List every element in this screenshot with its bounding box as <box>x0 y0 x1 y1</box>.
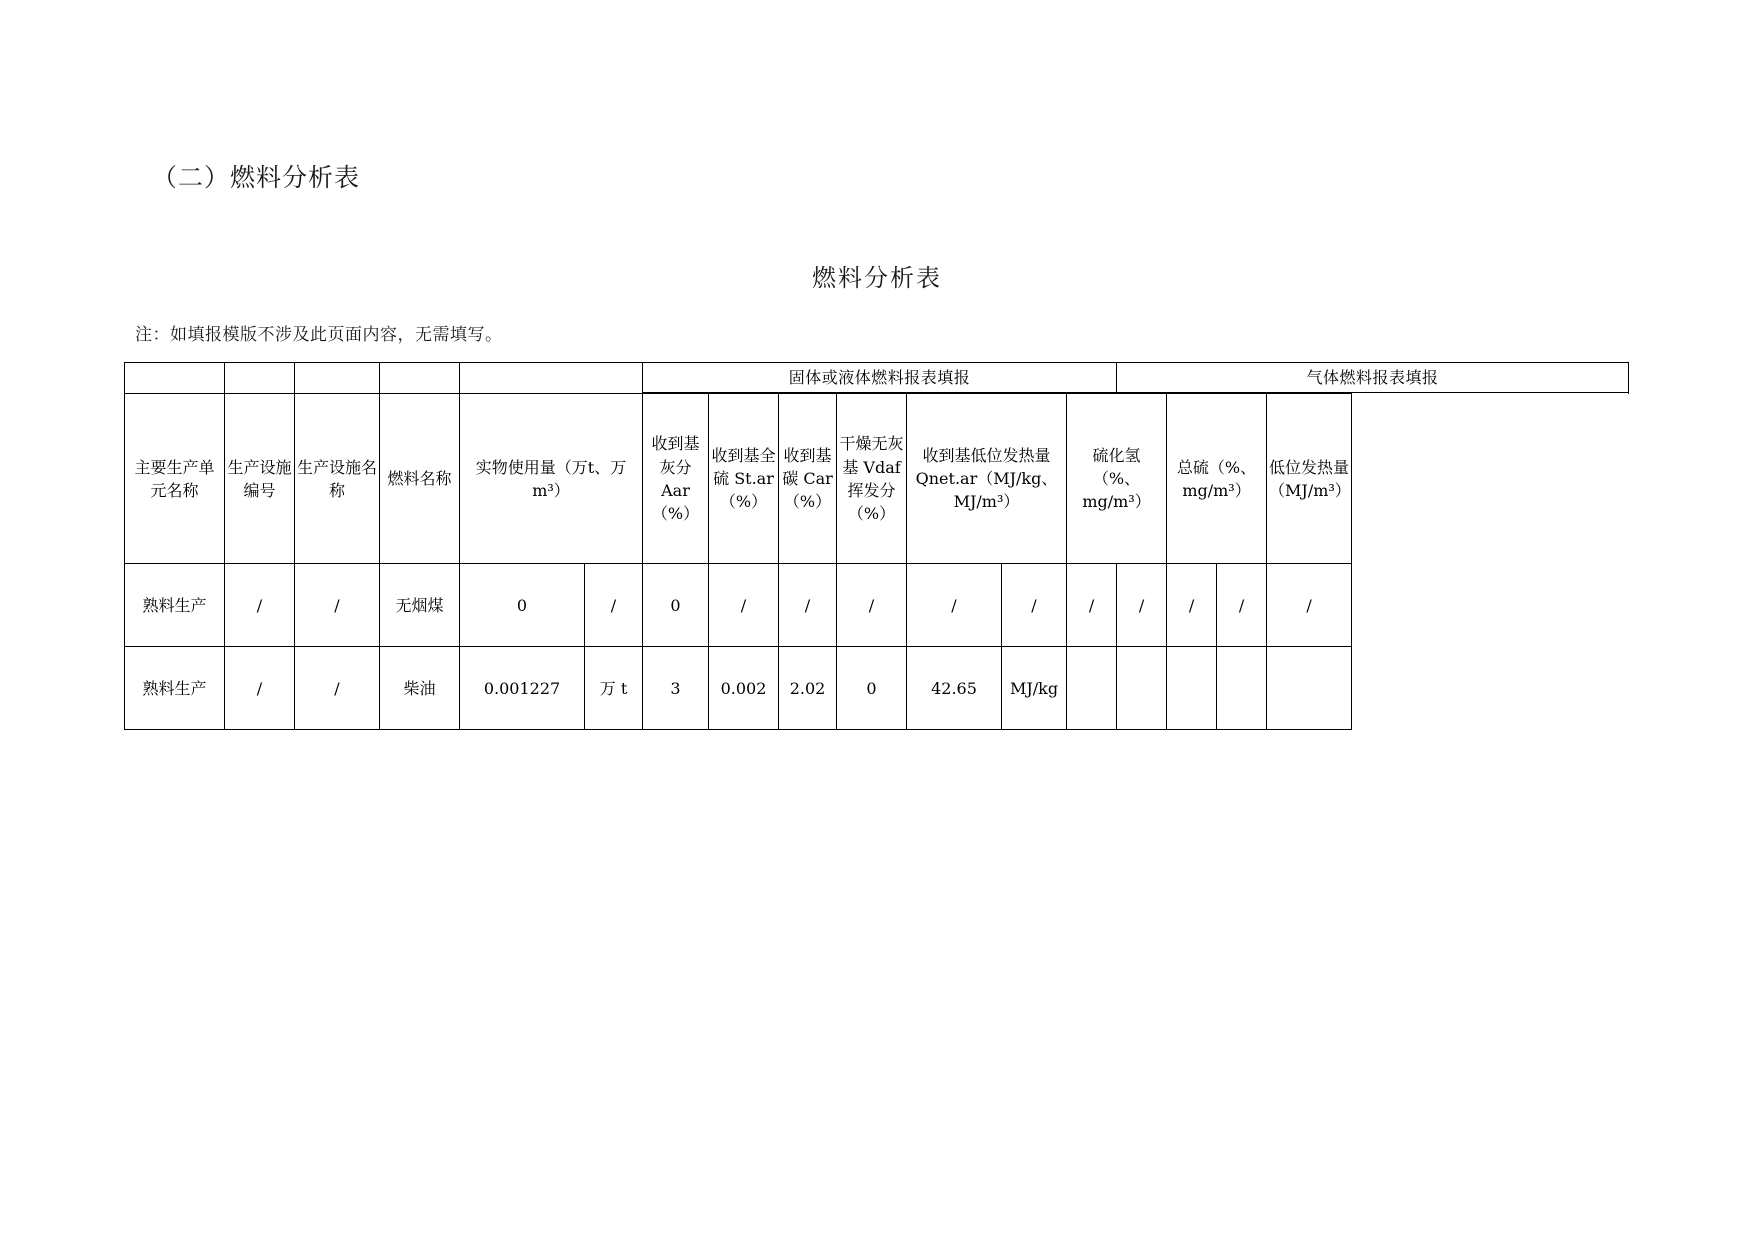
cell-total-sulfur-a: / <box>1167 564 1217 647</box>
table-group-header-row <box>125 363 1629 393</box>
cell-qnet-ar: 42.65 <box>907 647 1002 730</box>
cell-h2s-b: / <box>1117 564 1167 647</box>
section-heading: （二）燃料分析表 <box>152 163 361 192</box>
cell-qnet-ar: / <box>907 564 1002 647</box>
cell-carbon-ar: 2.02 <box>779 647 837 730</box>
cell-lhv: / <box>1267 564 1352 647</box>
cell-facility-code: / <box>225 564 295 647</box>
page-title: 燃料分析表 <box>812 264 942 292</box>
cell-qnet-ar-unit: / <box>1002 564 1067 647</box>
header-facility-code <box>225 363 295 394</box>
col-carbon-ar: 收到基碳 Car（%） <box>779 394 837 564</box>
group-header-solid-liquid: 固体或液体燃料报表填报 <box>643 363 1117 393</box>
cell-sulfur-ar: / <box>709 564 779 647</box>
col-actual-usage: 实物使用量（万t、万 m³） <box>460 394 643 564</box>
fuel-analysis-table <box>124 362 1629 730</box>
cell-lhv <box>1267 647 1352 730</box>
table-row <box>125 647 1629 730</box>
cell-unit-name: 熟料生产 <box>125 564 225 647</box>
col-volatile-daf: 干燥无灰基 Vdaf 挥发分（%） <box>837 394 907 564</box>
table-row <box>125 564 1629 647</box>
col-ash-ar: 收到基灰分 Aar（%） <box>643 394 709 564</box>
note-text: 注：如填报模版不涉及此页面内容，无需填写。 <box>135 325 503 345</box>
cell-volatile-daf: 0 <box>837 647 907 730</box>
header-unit-name <box>125 363 225 394</box>
cell-sulfur-ar: 0.002 <box>709 647 779 730</box>
col-h2s: 硫化氢（%、mg/m³） <box>1067 394 1167 564</box>
cell-h2s-a <box>1067 647 1117 730</box>
header-actual-usage <box>460 363 643 394</box>
cell-volatile-daf: / <box>837 564 907 647</box>
cell-actual-usage: 0 <box>460 564 585 647</box>
cell-carbon-ar: / <box>779 564 837 647</box>
col-unit-name: 主要生产单元名称 <box>125 394 225 564</box>
col-total-sulfur: 总硫（%、mg/m³） <box>1167 394 1267 564</box>
cell-unit-name: 熟料生产 <box>125 647 225 730</box>
table-column-header-row <box>125 394 1629 564</box>
cell-total-sulfur-a <box>1167 647 1217 730</box>
cell-fuel-name: 柴油 <box>380 647 460 730</box>
cell-ash-ar: 0 <box>643 564 709 647</box>
cell-actual-usage-unit: / <box>585 564 643 647</box>
cell-h2s-a: / <box>1067 564 1117 647</box>
col-fuel-name: 燃料名称 <box>380 394 460 564</box>
cell-ash-ar: 3 <box>643 647 709 730</box>
col-lhv: 低位发热量（MJ/m³） <box>1267 394 1352 564</box>
cell-actual-usage: 0.001227 <box>460 647 585 730</box>
group-header-gas: 气体燃料报表填报 <box>1117 363 1629 393</box>
col-facility-name: 生产设施名称 <box>295 394 380 564</box>
cell-fuel-name: 无烟煤 <box>380 564 460 647</box>
cell-qnet-ar-unit: MJ/kg <box>1002 647 1067 730</box>
cell-actual-usage-unit: 万 t <box>585 647 643 730</box>
cell-total-sulfur-b: / <box>1217 564 1267 647</box>
cell-facility-name: / <box>295 647 380 730</box>
cell-total-sulfur-b <box>1217 647 1267 730</box>
header-facility-name <box>295 363 380 394</box>
cell-h2s-b <box>1117 647 1167 730</box>
header-fuel-name <box>380 363 460 394</box>
col-qnet-ar: 收到基低位发热量 Qnet.ar（MJ/kg、MJ/m³） <box>907 394 1067 564</box>
col-sulfur-ar: 收到基全硫 St.ar（%） <box>709 394 779 564</box>
cell-facility-name: / <box>295 564 380 647</box>
cell-facility-code: / <box>225 647 295 730</box>
col-facility-code: 生产设施编号 <box>225 394 295 564</box>
